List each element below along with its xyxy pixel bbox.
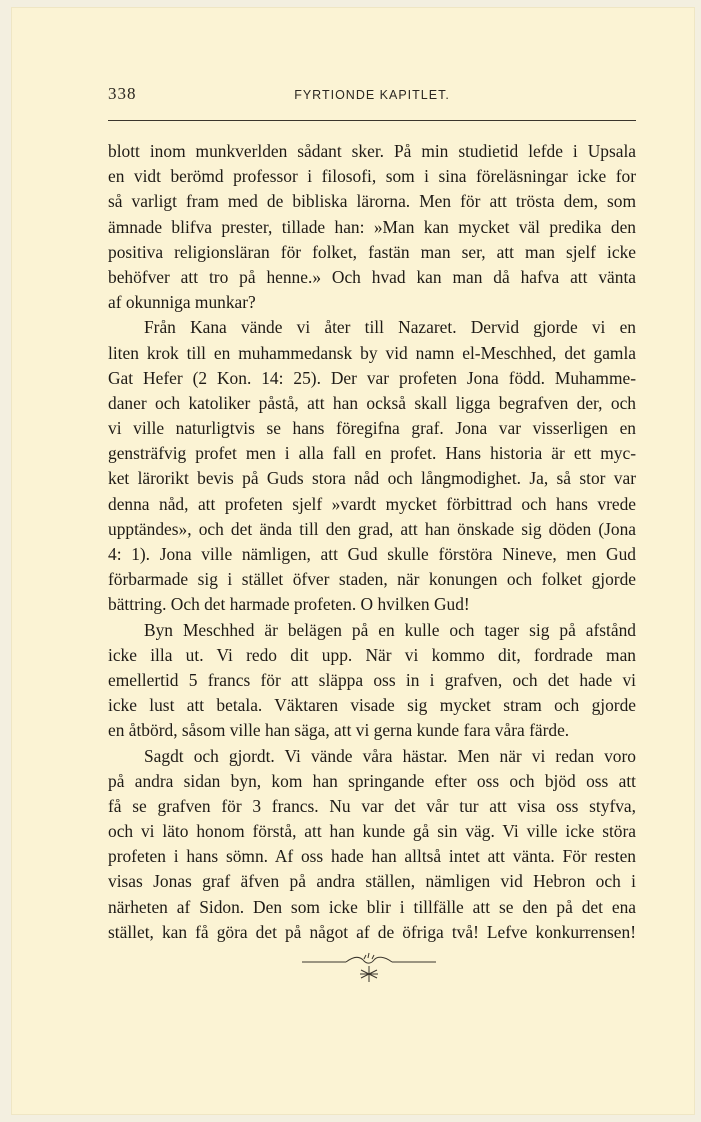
text-line: en vidt berömd professor i filosofi, som i sina föreläsningar icke for: [108, 166, 636, 187]
text-line: 4: 1). Jona ville nämligen, att Gud skulle förstöra Nineve, men Gud: [108, 544, 636, 564]
text-line: Byn Meschhed är belägen på en kulle och tager sig på afstånd: [144, 619, 636, 640]
header-rule: [108, 120, 636, 121]
text-line: stället, kan få göra det på något af de öfriga två! Lefve konkurrensen!: [108, 921, 636, 942]
text-line: närheten af Sidon. Den som icke blir i tillfälle att se den på det ena: [108, 896, 636, 917]
text-line: och vi läto honom förstå, att han kunde gå sin väg. Vi ville icke störa: [108, 821, 636, 842]
text-line: icke illa ut. Vi redo dit upp. När vi kommo dit, fordrade man: [108, 644, 636, 665]
text-line: en åtbörd, såsom ville han säga, att vi gerna kunde fara våra färde.: [108, 720, 570, 741]
text-line: bättring. Och det harmade profeten. O hvilken Gud!: [108, 594, 470, 615]
text-line: blott inom munkverlden sådant sker. På min studietid lefde i Upsala: [108, 141, 636, 161]
text-line: liten krok till en muhammedansk by vid namn el-Meschhed, det gamla: [108, 342, 636, 363]
text-line: Gat Hefer (2 Kon. 14: 25). Der var profeten Jona född. Muhamme-: [108, 367, 636, 388]
text-line: så varligt fram med de bibliska lärorna. Men för att trösta dem, som: [108, 191, 636, 212]
page-header: [108, 84, 636, 114]
body-text: [108, 139, 636, 945]
text-line: Från Kana vände vi åter till Nazaret. Dervid gjorde vi en: [144, 317, 636, 338]
running-head: FYRTIONDE KAPITLET.: [294, 88, 450, 102]
text-line: ket lärorikt bevis på Guds stora nåd och långmodighet. Ja, så stor var: [108, 468, 636, 489]
text-line: profeten i hans sömn. Af oss hade han alltså intet att vänta. För resten: [108, 846, 636, 867]
text-line: emellertid 5 francs för att släppa oss in i grafven, och det hade vi: [108, 669, 636, 690]
text-line: denna nåd, att profeten sjelf »vardt mycket förbittrad och hans vrede: [108, 493, 636, 514]
text-line: upptändes», och det ända till den grad, att han önskade sig döden (Jona: [108, 518, 636, 539]
page-number: 338: [108, 84, 137, 103]
text-line: få se grafven för 3 francs. Nu var det vår tur att visa oss styfva,: [108, 795, 636, 816]
text-line: icke lust att betala. Väktaren visade sig mycket stram och gjorde: [108, 695, 636, 716]
text-line: behöfver att tro på henne.» Och hvad kan man då hafva att vänta: [108, 266, 636, 287]
end-ornament-icon: [302, 950, 436, 984]
text-line: visas Jonas graf äfven på andra ställen, nämligen vid Hebron och i: [108, 871, 636, 892]
text-line: gensträfvig profet men i alla fall en profet. Hans historia är ett myc-: [108, 443, 636, 464]
text-line: af okunniga munkar?: [108, 292, 256, 313]
text-line: Sagdt och gjordt. Vi vände våra hästar. Men när vi redan voro: [144, 745, 636, 766]
text-line: daner och katoliker påstå, att han också skall ligga begrafven der, och: [108, 392, 636, 413]
text-line: vi ville naturligtvis se hans föregifna graf. Jona var visserligen en: [108, 418, 636, 439]
text-line: ämnade blifva prester, tillade han: »Man kan mycket väl predika den: [108, 216, 636, 237]
text-line: på andra sidan byn, kom han springande efter oss och bjöd oss att: [108, 770, 636, 791]
text-line: positiva religionsläran för folket, fastän man ser, att man sjelf icke: [108, 241, 636, 262]
text-line: förbarmade sig i stället öfver staden, när konungen och folket gjorde: [108, 569, 636, 590]
